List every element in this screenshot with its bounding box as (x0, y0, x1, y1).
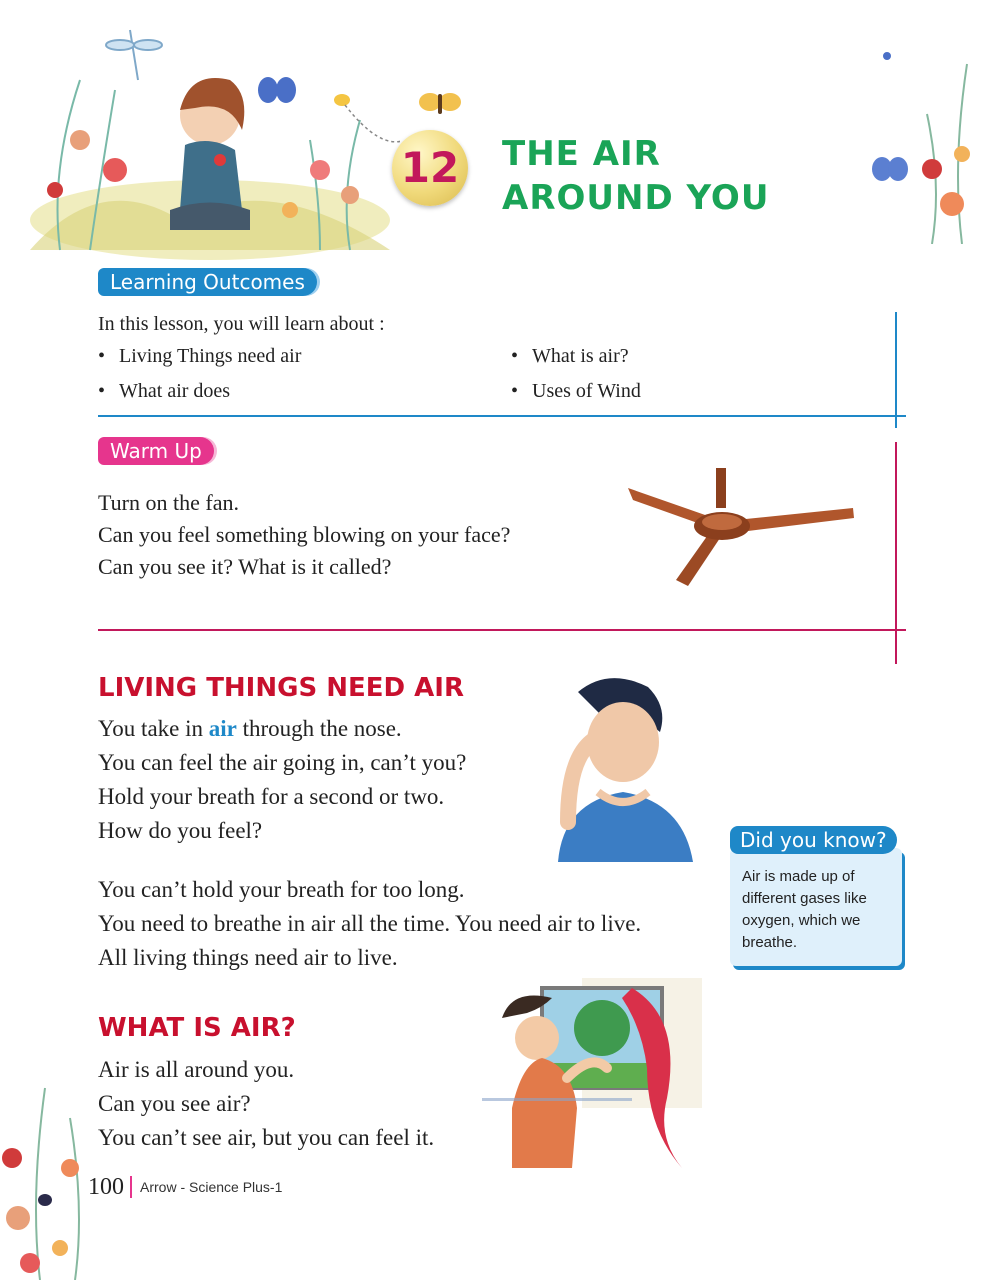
section1-line: You need to breathe in air all the time. You need air to live. (98, 911, 642, 936)
list-item: • What is air? (511, 345, 629, 368)
did-you-know-text: Air is made up of different gases like oxygen, which we breathe. (742, 868, 867, 951)
section2-paragraph (98, 1053, 434, 1155)
learning-outcomes-intro: In this lesson, you will learn about : (98, 313, 385, 335)
chapter-title-line1: THE AIR (502, 134, 661, 174)
boy-holding-nose-illustration (548, 672, 698, 862)
list-item: • Uses of Wind (511, 380, 641, 403)
text-span: through the nose. (236, 716, 402, 741)
warm-up-line: Can you see it? What is it called? (98, 554, 392, 579)
section1-line1 (98, 712, 466, 746)
ceiling-fan-illustration (628, 468, 858, 588)
section-heading-what-is-air: WHAT IS AIR? (98, 1013, 296, 1043)
list-item: • Living Things need air (98, 345, 301, 368)
section1-line: All living things need air to live. (98, 945, 398, 970)
butterfly-icon (418, 88, 462, 122)
did-you-know-tab: Did you know? (730, 826, 897, 854)
chapter-title-line2: AROUND YOU (502, 178, 770, 218)
footer-separator (130, 1176, 132, 1198)
bottom-floral-decoration (0, 1058, 110, 1280)
warm-up-line: Can you feel something blowing on your face? (98, 522, 511, 547)
section1-line: How do you feel? (98, 818, 263, 843)
section2-line: Can you see air? (98, 1091, 251, 1116)
section-heading-living-things: LIVING THINGS NEED AIR (98, 673, 464, 703)
section1-line: You can feel the air going in, can’t you? (98, 750, 467, 775)
section1-line: Hold your breath for a second or two. (98, 784, 445, 809)
warm-up-side-rule (895, 442, 897, 664)
warm-up-line: Turn on the fan. (98, 490, 239, 515)
keyword-air: air (208, 716, 237, 741)
section1-line: You can’t hold your breath for too long. (98, 877, 465, 902)
section2-line: Air is all around you. (98, 1057, 295, 1082)
warm-up-text (98, 487, 510, 583)
learning-outcomes-side-rule (895, 312, 897, 428)
learning-outcomes-divider (98, 415, 906, 417)
section2-line: You can’t see air, but you can feel it. (98, 1125, 435, 1150)
header-garden-illustration (20, 20, 400, 260)
chapter-title (502, 132, 769, 220)
learning-outcomes-tab: Learning Outcomes (98, 268, 317, 296)
section1-paragraph-a (98, 712, 466, 848)
boy-at-window-illustration (482, 958, 714, 1202)
list-item: • What air does (98, 380, 230, 403)
right-floral-decoration (872, 44, 982, 244)
chapter-number-badge (392, 130, 468, 206)
warm-up-divider (98, 629, 906, 631)
chapter-number: 12 (400, 143, 460, 192)
text-span: You take in (98, 716, 209, 741)
page-number: 100 (88, 1174, 124, 1200)
warm-up-tab: Warm Up (98, 437, 214, 465)
footer-book-title: Arrow - Science Plus-1 (140, 1179, 283, 1195)
